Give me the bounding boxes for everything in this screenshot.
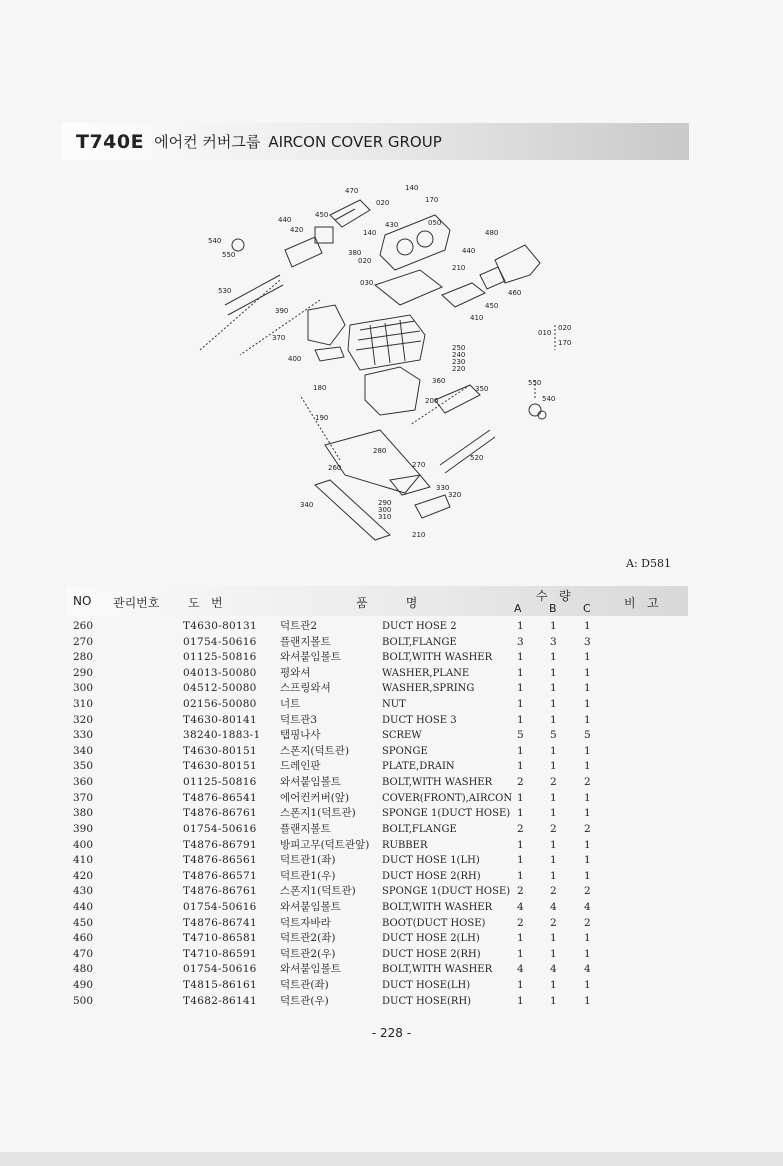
cell-qty-b: 4 <box>550 900 557 913</box>
cell-no: 390 <box>73 822 94 835</box>
callout-010: 010 <box>538 329 552 337</box>
diagram-svg <box>180 175 600 545</box>
cell-no: 290 <box>73 666 94 679</box>
cell-name-korean: 드레인판 <box>280 760 321 773</box>
cell-qty-a: 1 <box>517 947 524 960</box>
table-row <box>66 962 688 978</box>
cell-no: 310 <box>73 698 94 711</box>
callout-550: 550 <box>222 251 236 259</box>
parts-table-body <box>66 619 688 1009</box>
cell-qty-b: 5 <box>550 729 557 742</box>
cell-part-number: T4876-86571 <box>183 869 257 882</box>
plate-drain-350-shape <box>435 385 480 413</box>
cell-qty-a: 1 <box>517 807 524 820</box>
table-row <box>66 619 688 635</box>
callout-450b: 450 <box>485 302 499 310</box>
callout-170: 170 <box>425 196 439 204</box>
cell-qty-b: 1 <box>550 994 557 1007</box>
page-number: - 228 - <box>371 1026 412 1040</box>
cell-no: 280 <box>73 651 94 664</box>
title-korean: 에어컨 커버그룹 <box>154 133 261 151</box>
callout-380: 380 <box>348 249 362 257</box>
cell-name-english: DUCT HOSE 2(RH) <box>382 948 481 960</box>
table-row <box>66 635 688 651</box>
callout-360: 360 <box>432 377 446 385</box>
cell-name-english: DUCT HOSE 2 <box>382 621 457 632</box>
callout-470: 470 <box>345 187 359 195</box>
cell-qty-a: 1 <box>517 744 524 757</box>
callout-290: 290 <box>378 499 392 507</box>
cell-name-english: DUCT HOSE 2(LH) <box>382 933 480 945</box>
cell-no: 360 <box>73 776 94 789</box>
cell-name-korean: 플랜지볼트 <box>280 635 331 648</box>
callout-020b: 020 <box>358 257 372 265</box>
duct-hose-320-shape <box>415 495 450 518</box>
cell-qty-c: 1 <box>584 947 591 960</box>
callout-540: 540 <box>208 237 222 245</box>
callout-390: 390 <box>275 307 289 315</box>
cell-name-korean: 플랜지볼트 <box>280 822 331 835</box>
cell-part-number: 38240-1883-1 <box>183 729 261 742</box>
cell-qty-c: 1 <box>584 620 591 632</box>
cell-qty-c: 1 <box>584 838 591 851</box>
callout-280: 280 <box>373 447 387 455</box>
table-row <box>66 947 688 963</box>
cell-qty-c: 2 <box>584 776 591 789</box>
cell-qty-b: 1 <box>550 947 557 960</box>
diagram-reference: A: D581 <box>626 557 671 570</box>
cell-part-number: T4815-86161 <box>183 979 257 992</box>
cell-name-english: BOLT,WITH WASHER <box>382 652 493 664</box>
cell-no: 400 <box>73 838 94 851</box>
callout-250: 250 <box>452 344 466 352</box>
cell-name-english: NUT <box>382 699 406 711</box>
cell-name-english: SPONGE 1(DUCT HOSE) <box>382 886 511 898</box>
cell-qty-a: 4 <box>517 963 524 976</box>
cell-part-number: T4682-86141 <box>183 994 257 1007</box>
base-plate-030-shape <box>375 270 442 305</box>
cell-qty-c: 1 <box>584 994 591 1007</box>
cell-qty-b: 1 <box>550 620 557 632</box>
cell-part-number: T4710-86581 <box>183 932 257 945</box>
cell-part-number: T4876-86561 <box>183 854 257 867</box>
callout-550b: 550 <box>528 379 542 387</box>
cell-name-english: BOOT(DUCT HOSE) <box>382 917 486 929</box>
cell-qty-b: 2 <box>550 916 557 929</box>
cell-qty-c: 1 <box>584 791 591 804</box>
cell-name-korean: 스폰지(덕트관) <box>280 744 350 757</box>
cell-qty-b: 1 <box>550 869 557 882</box>
table-row <box>66 744 688 760</box>
callout-310: 310 <box>378 513 392 521</box>
cell-qty-b: 1 <box>550 666 557 679</box>
cell-name-english: BOLT,WITH WASHER <box>382 901 493 913</box>
cell-qty-c: 5 <box>584 729 591 742</box>
callout-210: 210 <box>452 264 466 272</box>
cell-part-number: T4630-80131 <box>183 620 257 632</box>
cell-part-number: 02156-50080 <box>183 698 257 711</box>
duct-hose-260-shape <box>325 430 420 493</box>
callout-050: 050 <box>428 219 442 227</box>
header-no: NO <box>73 594 92 608</box>
cell-qty-b: 3 <box>550 635 557 648</box>
title-english: AIRCON COVER GROUP <box>268 132 442 151</box>
callout-350: 350 <box>475 385 489 393</box>
cell-qty-a: 1 <box>517 791 524 804</box>
cell-name-english: SPONGE <box>382 745 428 757</box>
cell-name-korean: 덕트관2(우) <box>280 947 336 960</box>
callout-200: 200 <box>425 397 439 405</box>
cell-no: 500 <box>73 994 94 1007</box>
bottom-strip <box>0 1152 783 1166</box>
header-mgmt: 관리번호 <box>113 596 160 610</box>
table-row <box>66 791 688 807</box>
cell-name-english: BOLT,FLANGE <box>382 823 457 835</box>
cell-name-korean: 평와셔 <box>280 666 311 679</box>
cell-qty-c: 1 <box>584 744 591 757</box>
boot-450-shape <box>315 227 333 243</box>
table-row <box>66 759 688 775</box>
cell-part-number: T4876-86761 <box>183 807 257 820</box>
callout-140b: 140 <box>363 229 377 237</box>
cell-no: 420 <box>73 869 94 882</box>
cell-no: 490 <box>73 979 94 992</box>
header-part: 도 번 <box>188 596 223 610</box>
callout-180: 180 <box>313 384 327 392</box>
cell-name-korean: 탭핑나사 <box>280 729 321 742</box>
cell-part-number: 04512-50080 <box>183 682 257 695</box>
table-row <box>66 666 688 682</box>
cell-qty-b: 1 <box>550 698 557 711</box>
cell-no: 300 <box>73 682 94 695</box>
cell-name-english: DUCT HOSE 2(RH) <box>382 870 481 882</box>
cell-name-korean: 와셔붙임볼트 <box>280 900 341 913</box>
cell-name-korean: 덕트관2(좌) <box>280 932 336 945</box>
callout-460: 460 <box>508 289 522 297</box>
cell-qty-a: 1 <box>517 620 524 632</box>
boot-right-shape <box>480 267 505 289</box>
leader-lines <box>200 280 555 460</box>
table-row <box>66 713 688 729</box>
cell-part-number: T4876-86541 <box>183 791 257 804</box>
cell-name-korean: 덕트관3 <box>280 713 318 726</box>
cell-qty-a: 1 <box>517 838 524 851</box>
cell-name-korean: 덕트자바라 <box>280 916 331 929</box>
cell-no: 410 <box>73 854 94 867</box>
cell-qty-c: 1 <box>584 682 591 695</box>
cell-qty-b: 1 <box>550 807 557 820</box>
cell-name-english: BOLT,WITH WASHER <box>382 777 493 789</box>
cell-qty-a: 1 <box>517 932 524 945</box>
cell-qty-a: 1 <box>517 651 524 664</box>
cell-part-number: 01125-50816 <box>183 776 257 789</box>
cell-qty-c: 1 <box>584 760 591 773</box>
cell-no: 370 <box>73 791 94 804</box>
cell-part-number: 01754-50616 <box>183 963 257 976</box>
cell-qty-a: 1 <box>517 979 524 992</box>
cell-qty-b: 1 <box>550 651 557 664</box>
callout-430: 430 <box>385 221 399 229</box>
cell-qty-a: 4 <box>517 900 524 913</box>
cell-qty-b: 1 <box>550 979 557 992</box>
cell-qty-c: 1 <box>584 854 591 867</box>
fan-shape-b <box>417 231 433 247</box>
hose-520-shape <box>440 430 495 473</box>
cell-no: 270 <box>73 635 94 648</box>
cell-part-number: T4876-86761 <box>183 885 257 898</box>
cell-qty-a: 1 <box>517 854 524 867</box>
cell-qty-c: 1 <box>584 713 591 726</box>
callout-540b: 540 <box>542 395 556 403</box>
cell-name-korean: 덕트관2 <box>280 620 318 632</box>
cell-qty-a: 2 <box>517 916 524 929</box>
header-remark: 비 고 <box>624 596 659 610</box>
cell-part-number: T4876-86741 <box>183 916 257 929</box>
callout-440: 440 <box>278 216 292 224</box>
cell-no: 330 <box>73 729 94 742</box>
cell-qty-b: 1 <box>550 932 557 945</box>
cell-qty-c: 1 <box>584 698 591 711</box>
cell-part-number: 01754-50616 <box>183 635 257 648</box>
cell-name-english: PLATE,DRAIN <box>382 761 455 773</box>
model-code: T740E <box>76 130 145 153</box>
cell-name-korean: 와셔붙임볼트 <box>280 651 341 664</box>
table-row <box>66 900 688 916</box>
cell-name-english: DUCT HOSE(RH) <box>382 995 472 1007</box>
table-row <box>66 806 688 822</box>
callout-400: 400 <box>288 355 302 363</box>
sponge-380-shape <box>308 305 345 345</box>
cell-qty-a: 1 <box>517 713 524 726</box>
cell-no: 380 <box>73 807 94 820</box>
header-qty-b: B <box>549 602 557 615</box>
callout-440b: 440 <box>462 247 476 255</box>
cell-qty-a: 3 <box>517 635 524 648</box>
cell-no: 450 <box>73 916 94 929</box>
cell-qty-c: 1 <box>584 869 591 882</box>
cell-no: 480 <box>73 963 94 976</box>
table-row <box>66 775 688 791</box>
cell-name-english: BOLT,WITH WASHER <box>382 964 493 976</box>
cell-name-english: DUCT HOSE(LH) <box>382 980 471 992</box>
cell-name-korean: 에어컨커버(앞) <box>280 791 350 804</box>
table-row <box>66 869 688 885</box>
cell-name-korean: 덕트관(좌) <box>280 979 329 992</box>
callout-370: 370 <box>272 334 286 342</box>
header-qty-a: A <box>514 602 522 615</box>
cell-name-english: DUCT HOSE 1(LH) <box>382 855 480 867</box>
cell-part-number: T4876-86791 <box>183 838 257 851</box>
callout-020: 020 <box>376 199 390 207</box>
cell-part-number: 04013-50080 <box>183 666 257 679</box>
cell-qty-a: 5 <box>517 729 524 742</box>
cell-no: 440 <box>73 900 94 913</box>
cell-qty-a: 1 <box>517 682 524 695</box>
cell-no: 460 <box>73 932 94 945</box>
callout-190: 190 <box>315 414 329 422</box>
cell-name-english: SCREW <box>382 730 422 742</box>
cell-qty-b: 4 <box>550 963 557 976</box>
callout-520: 520 <box>470 454 484 462</box>
cell-no: 340 <box>73 744 94 757</box>
callout-480: 480 <box>485 229 499 237</box>
callout-140: 140 <box>405 184 419 192</box>
table-row <box>66 728 688 744</box>
cell-name-english: DUCT HOSE 3 <box>382 714 457 726</box>
table-row <box>66 931 688 947</box>
cell-part-number: T4630-80151 <box>183 760 257 773</box>
cell-qty-c: 4 <box>584 900 591 913</box>
cell-name-korean: 와셔붙임볼트 <box>280 963 341 976</box>
cell-name-english: WASHER,SPRING <box>382 683 475 695</box>
cell-name-english: COVER(FRONT),AIRCON <box>382 792 513 804</box>
cell-name-korean: 방피고무(덕트관앞) <box>280 838 370 851</box>
clamp-550-right-shape <box>538 411 546 419</box>
cell-qty-c: 2 <box>584 916 591 929</box>
duct-hose-420-shape <box>285 237 322 267</box>
table-row <box>66 978 688 994</box>
cell-qty-c: 1 <box>584 651 591 664</box>
callout-220: 220 <box>452 365 466 373</box>
cell-qty-b: 1 <box>550 854 557 867</box>
cell-qty-a: 2 <box>517 885 524 898</box>
table-row <box>66 916 688 932</box>
cell-qty-b: 1 <box>550 744 557 757</box>
table-row <box>66 838 688 854</box>
cell-qty-b: 1 <box>550 838 557 851</box>
cell-qty-a: 1 <box>517 666 524 679</box>
cell-part-number: 01754-50616 <box>183 822 257 835</box>
cell-part-number: 01125-50816 <box>183 651 257 664</box>
cell-qty-b: 1 <box>550 760 557 773</box>
duct-bracket-shape <box>390 475 430 495</box>
duct-hose-right-shape <box>495 245 540 283</box>
cell-qty-c: 4 <box>584 963 591 976</box>
callout-020c: 020 <box>558 324 572 332</box>
duct-hose-410-shape <box>442 283 485 307</box>
cell-name-korean: 스폰지1(덕트관) <box>280 885 356 898</box>
table-row <box>66 822 688 838</box>
cell-qty-b: 1 <box>550 682 557 695</box>
callout-030: 030 <box>360 279 374 287</box>
cell-name-korean: 스폰지1(덕트관) <box>280 807 356 820</box>
table-row <box>66 697 688 713</box>
header-name: 품 명 <box>356 596 418 610</box>
cell-qty-c: 1 <box>584 807 591 820</box>
cell-name-korean: 와셔붙임볼트 <box>280 776 341 789</box>
cell-name-english: BOLT,FLANGE <box>382 636 457 648</box>
callout-320: 320 <box>448 491 462 499</box>
cell-no: 470 <box>73 947 94 960</box>
duct-hose-470-shape <box>330 200 370 227</box>
cell-qty-b: 1 <box>550 713 557 726</box>
fan-shape-a <box>397 239 413 255</box>
table-row <box>66 853 688 869</box>
cell-qty-c: 2 <box>584 822 591 835</box>
callout-330: 330 <box>436 484 450 492</box>
cell-qty-a: 1 <box>517 698 524 711</box>
callout-410: 410 <box>470 314 484 322</box>
callout-340: 340 <box>300 501 314 509</box>
cell-name-korean: 너트 <box>280 698 301 711</box>
callout-230: 230 <box>452 358 466 366</box>
cell-no: 320 <box>73 713 94 726</box>
cell-part-number: 01754-50616 <box>183 900 257 913</box>
cell-qty-c: 2 <box>584 885 591 898</box>
grid-lines <box>356 320 421 365</box>
cell-qty-c: 1 <box>584 666 591 679</box>
cell-qty-b: 2 <box>550 885 557 898</box>
cell-qty-a: 1 <box>517 994 524 1007</box>
callout-270: 270 <box>412 461 426 469</box>
cell-qty-a: 2 <box>517 822 524 835</box>
clamp-540-right-shape <box>529 404 541 416</box>
cell-name-korean: 덕트관1(우) <box>280 869 336 882</box>
drain-pan-200-shape <box>365 367 420 415</box>
cell-no: 260 <box>73 620 94 632</box>
cell-name-english: WASHER,PLANE <box>382 667 470 679</box>
table-row <box>66 994 688 1010</box>
cell-no: 430 <box>73 885 94 898</box>
cell-qty-a: 1 <box>517 760 524 773</box>
cell-no: 350 <box>73 760 94 773</box>
table-header <box>66 586 688 616</box>
rubber-400-shape <box>315 347 344 361</box>
callout-240: 240 <box>452 351 466 359</box>
cell-part-number: T4630-80151 <box>183 744 257 757</box>
cell-name-english: RUBBER <box>382 839 428 851</box>
table-row <box>66 884 688 900</box>
callout-210b: 210 <box>412 531 426 539</box>
table-row <box>66 650 688 666</box>
cell-qty-b: 2 <box>550 776 557 789</box>
cell-part-number: T4710-86591 <box>183 947 257 960</box>
cell-part-number: T4630-80141 <box>183 713 257 726</box>
callout-420: 420 <box>290 226 304 234</box>
cell-qty-c: 3 <box>584 635 591 648</box>
callout-170b: 170 <box>558 339 572 347</box>
cell-qty-a: 1 <box>517 869 524 882</box>
cell-qty-a: 2 <box>517 776 524 789</box>
header-qty-c: C <box>583 602 591 615</box>
cell-name-english: SPONGE 1(DUCT HOSE) <box>382 808 511 820</box>
cell-name-korean: 스프링와셔 <box>280 682 331 695</box>
callout-260: 260 <box>328 464 342 472</box>
callout-530: 530 <box>218 287 232 295</box>
header-qty: 수 량 <box>536 589 571 603</box>
cell-qty-b: 1 <box>550 791 557 804</box>
cell-name-korean: 덕트관(우) <box>280 994 329 1007</box>
callout-450: 450 <box>315 211 329 219</box>
cell-qty-c: 1 <box>584 932 591 945</box>
cell-name-korean: 덕트관1(좌) <box>280 854 336 867</box>
cell-qty-b: 2 <box>550 822 557 835</box>
section-header <box>62 123 689 160</box>
callout-300: 300 <box>378 506 392 514</box>
cell-qty-c: 1 <box>584 979 591 992</box>
exploded-parts-diagram <box>180 175 600 545</box>
table-row <box>66 681 688 697</box>
clamp-540-shape <box>232 239 244 251</box>
